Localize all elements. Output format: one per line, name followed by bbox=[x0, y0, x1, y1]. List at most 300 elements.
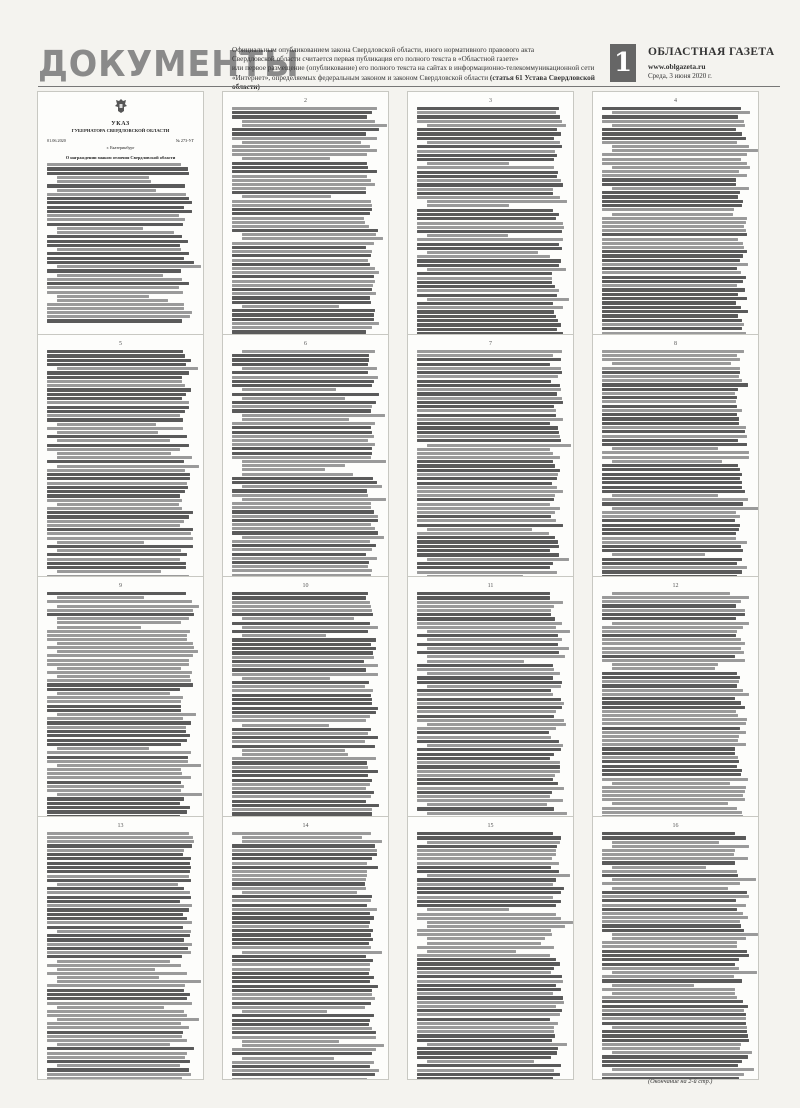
text-line bbox=[232, 405, 372, 408]
text-line bbox=[232, 1027, 372, 1030]
notice-bold: (статья 61 Устава Свердловской bbox=[489, 73, 595, 82]
text-line bbox=[232, 115, 367, 118]
text-line bbox=[417, 962, 560, 965]
text-line bbox=[232, 322, 379, 325]
text-line bbox=[602, 107, 741, 110]
text-line bbox=[232, 259, 368, 262]
text-line bbox=[57, 675, 190, 678]
text-line bbox=[417, 613, 551, 616]
text-line bbox=[232, 447, 372, 450]
text-line bbox=[602, 267, 737, 270]
text-line bbox=[232, 694, 371, 697]
text-line bbox=[417, 866, 551, 869]
text-line bbox=[417, 676, 553, 679]
text-line bbox=[242, 617, 354, 620]
text-line bbox=[602, 396, 737, 399]
text-line bbox=[602, 417, 739, 420]
text-line bbox=[232, 354, 369, 357]
text-line bbox=[232, 1002, 371, 1005]
text-line bbox=[47, 630, 190, 633]
text-line bbox=[417, 917, 561, 920]
text-line bbox=[242, 124, 387, 127]
text-line bbox=[602, 747, 735, 750]
text-line bbox=[417, 992, 553, 995]
text-line bbox=[427, 251, 538, 254]
text-line bbox=[57, 180, 151, 183]
text-line bbox=[47, 836, 193, 839]
text-line bbox=[57, 626, 141, 629]
header-divider bbox=[38, 86, 780, 87]
text-line bbox=[417, 715, 554, 718]
text-line bbox=[417, 626, 556, 629]
text-line bbox=[417, 878, 556, 881]
text-line bbox=[232, 766, 368, 769]
text-line bbox=[47, 427, 183, 430]
text-line bbox=[57, 227, 143, 230]
text-line bbox=[602, 1055, 748, 1058]
text-line bbox=[417, 209, 553, 212]
text-line bbox=[602, 1073, 744, 1076]
text-line bbox=[232, 280, 375, 283]
text-line bbox=[417, 507, 560, 510]
text-line bbox=[602, 739, 738, 742]
text-line bbox=[602, 301, 736, 304]
panel-text bbox=[47, 832, 194, 1080]
text-line bbox=[417, 799, 563, 802]
text-line bbox=[602, 904, 746, 907]
document-panel-3 bbox=[407, 91, 574, 355]
text-line bbox=[232, 393, 379, 396]
text-line bbox=[232, 908, 377, 911]
text-line bbox=[417, 929, 551, 932]
document-panel-2 bbox=[222, 91, 389, 355]
text-line bbox=[232, 929, 373, 932]
text-line bbox=[602, 807, 737, 810]
text-line bbox=[47, 646, 194, 649]
text-line bbox=[57, 930, 191, 933]
text-line bbox=[232, 651, 373, 654]
text-line bbox=[417, 264, 559, 267]
text-line bbox=[602, 979, 742, 982]
text-line bbox=[602, 170, 739, 173]
notice-line: Официальным опубликованием закона Свердловской области, иного нормативного правового акта bbox=[232, 46, 535, 54]
text-line bbox=[232, 292, 376, 295]
text-line bbox=[417, 179, 561, 182]
document-panel-6 bbox=[222, 334, 389, 598]
text-line bbox=[232, 791, 374, 794]
panel-text bbox=[417, 832, 564, 1080]
text-line bbox=[602, 481, 742, 484]
text-line bbox=[602, 524, 740, 527]
text-line bbox=[232, 435, 374, 438]
text-line bbox=[602, 388, 738, 391]
text-line bbox=[47, 908, 189, 911]
text-line bbox=[232, 643, 371, 646]
text-line bbox=[612, 622, 749, 625]
text-line bbox=[602, 314, 738, 317]
text-line bbox=[242, 350, 375, 353]
text-line bbox=[417, 900, 561, 903]
text-line bbox=[602, 409, 742, 412]
text-line bbox=[417, 511, 555, 514]
text-line bbox=[232, 229, 378, 232]
text-line bbox=[417, 698, 561, 701]
text-line bbox=[232, 170, 377, 173]
text-line bbox=[47, 638, 187, 641]
text-line bbox=[417, 315, 556, 318]
panel-text bbox=[232, 592, 379, 840]
text-line bbox=[232, 800, 366, 803]
text-line bbox=[602, 697, 735, 700]
text-line bbox=[602, 400, 736, 403]
text-line bbox=[232, 656, 374, 659]
text-line bbox=[242, 388, 336, 391]
text-line bbox=[232, 527, 375, 530]
text-line bbox=[602, 141, 737, 144]
text-line bbox=[232, 187, 366, 190]
text-line bbox=[47, 371, 189, 374]
text-line bbox=[47, 1060, 190, 1063]
text-line bbox=[602, 310, 748, 313]
text-line bbox=[602, 225, 744, 228]
text-line bbox=[602, 680, 739, 683]
text-line bbox=[602, 502, 743, 505]
text-line bbox=[47, 709, 181, 712]
text-line bbox=[242, 536, 384, 539]
text-line bbox=[427, 141, 560, 144]
text-line bbox=[242, 1057, 334, 1060]
text-line bbox=[417, 272, 552, 275]
text-line bbox=[602, 912, 743, 915]
text-line bbox=[612, 494, 718, 497]
text-line bbox=[47, 532, 191, 535]
text-line bbox=[602, 405, 737, 408]
text-line bbox=[232, 857, 372, 860]
text-line bbox=[232, 561, 369, 564]
text-line bbox=[232, 689, 373, 692]
text-line bbox=[427, 921, 573, 924]
text-line bbox=[417, 664, 553, 667]
text-line bbox=[232, 401, 376, 404]
text-line bbox=[57, 1064, 180, 1067]
text-line bbox=[602, 541, 747, 544]
text-line bbox=[242, 1010, 327, 1013]
text-line bbox=[417, 230, 562, 233]
text-line bbox=[602, 276, 746, 279]
text-line bbox=[417, 477, 557, 480]
text-line bbox=[47, 350, 183, 353]
text-line bbox=[47, 853, 183, 856]
text-line bbox=[47, 388, 191, 391]
text-line bbox=[47, 1031, 183, 1034]
text-line bbox=[57, 248, 181, 251]
text-line bbox=[242, 1044, 384, 1047]
text-line bbox=[232, 989, 372, 992]
text-line bbox=[602, 798, 745, 801]
text-line bbox=[47, 832, 189, 835]
text-line bbox=[417, 896, 553, 899]
panel-text bbox=[232, 107, 379, 355]
text-line bbox=[232, 968, 370, 971]
text-line bbox=[47, 751, 191, 754]
text-line bbox=[417, 596, 550, 599]
text-line bbox=[427, 124, 566, 127]
text-line bbox=[612, 887, 728, 890]
text-line bbox=[602, 752, 735, 755]
text-line bbox=[47, 252, 189, 255]
text-line bbox=[417, 281, 552, 284]
text-line bbox=[47, 609, 193, 612]
text-line bbox=[602, 626, 743, 629]
text-line bbox=[47, 934, 190, 937]
text-line bbox=[47, 1068, 189, 1071]
text-line bbox=[232, 175, 367, 178]
text-line bbox=[612, 802, 728, 805]
document-panel-12 bbox=[592, 576, 759, 840]
text-line bbox=[47, 844, 192, 847]
text-line bbox=[602, 545, 741, 548]
text-line bbox=[232, 673, 378, 676]
text-line bbox=[47, 1047, 194, 1050]
text-line bbox=[417, 605, 554, 608]
text-line bbox=[57, 439, 170, 442]
text-line bbox=[602, 293, 738, 296]
panel-text bbox=[602, 592, 749, 840]
text-line bbox=[602, 1060, 742, 1063]
text-line bbox=[232, 409, 371, 412]
text-line bbox=[417, 736, 551, 739]
text-line bbox=[232, 200, 371, 203]
text-line bbox=[427, 937, 545, 940]
decree-number: № 273-УГ bbox=[175, 138, 194, 143]
panel-text bbox=[417, 107, 564, 355]
text-line bbox=[602, 672, 737, 675]
text-line bbox=[57, 883, 178, 886]
text-line bbox=[57, 747, 149, 750]
text-line bbox=[417, 702, 564, 705]
text-line bbox=[47, 384, 185, 387]
text-line bbox=[232, 698, 372, 701]
text-line bbox=[602, 924, 741, 927]
text-line bbox=[47, 683, 193, 686]
panel-number: 3 bbox=[489, 98, 492, 104]
text-line bbox=[232, 878, 366, 881]
text-line bbox=[417, 392, 557, 395]
text-line bbox=[602, 714, 738, 717]
text-line bbox=[602, 769, 742, 772]
text-line bbox=[47, 696, 183, 699]
text-line bbox=[232, 212, 370, 215]
text-line bbox=[232, 225, 369, 228]
text-line bbox=[242, 305, 339, 308]
panel-text bbox=[47, 592, 194, 840]
text-line bbox=[232, 217, 364, 220]
text-line bbox=[612, 149, 758, 152]
text-line bbox=[602, 1047, 740, 1050]
text-line bbox=[417, 1069, 554, 1072]
text-line bbox=[57, 465, 199, 468]
text-line bbox=[47, 772, 182, 775]
text-line bbox=[47, 705, 181, 708]
text-line bbox=[242, 233, 376, 236]
text-line bbox=[427, 647, 569, 650]
text-line bbox=[602, 731, 746, 734]
text-line bbox=[417, 213, 559, 216]
text-line bbox=[602, 950, 747, 953]
text-line bbox=[417, 946, 554, 949]
text-line bbox=[232, 904, 367, 907]
text-line bbox=[232, 955, 366, 958]
text-line bbox=[417, 933, 552, 936]
panel-number: 12 bbox=[672, 583, 679, 589]
text-line bbox=[47, 921, 192, 924]
text-line bbox=[417, 870, 559, 873]
text-line bbox=[612, 667, 715, 670]
text-line bbox=[602, 929, 744, 932]
text-line bbox=[417, 634, 558, 637]
text-line bbox=[232, 993, 372, 996]
text-line bbox=[417, 651, 559, 654]
text-line bbox=[232, 980, 370, 983]
text-line bbox=[232, 711, 376, 714]
text-line bbox=[602, 655, 735, 658]
text-line bbox=[602, 891, 747, 894]
decree-city: г. Екатеринбург bbox=[106, 145, 135, 150]
text-line bbox=[612, 362, 731, 365]
text-line bbox=[417, 883, 553, 886]
text-line bbox=[232, 844, 375, 847]
text-line bbox=[47, 797, 184, 800]
document-panel-1 bbox=[37, 91, 204, 355]
text-line bbox=[417, 439, 561, 442]
panel-number: 10 bbox=[302, 583, 309, 589]
text-line bbox=[232, 376, 378, 379]
paper-url[interactable]: www.oblgazeta.ru bbox=[648, 62, 706, 71]
text-line bbox=[57, 176, 149, 179]
text-line bbox=[417, 753, 554, 756]
text-line bbox=[47, 499, 182, 502]
text-line bbox=[417, 469, 560, 472]
text-line bbox=[47, 257, 184, 260]
text-line bbox=[47, 1073, 191, 1076]
text-line bbox=[232, 489, 367, 492]
text-line bbox=[602, 367, 740, 370]
text-line bbox=[232, 208, 372, 211]
text-line bbox=[602, 722, 746, 725]
panel-number: 2 bbox=[304, 98, 307, 104]
text-line bbox=[57, 1018, 199, 1021]
text-line bbox=[427, 950, 516, 953]
text-line bbox=[232, 804, 379, 807]
text-line bbox=[417, 562, 553, 565]
text-line bbox=[242, 460, 386, 463]
text-line bbox=[47, 887, 184, 890]
text-line bbox=[47, 739, 187, 742]
text-line bbox=[232, 183, 375, 186]
text-line bbox=[47, 319, 182, 322]
panel-number: 13 bbox=[117, 823, 124, 829]
text-line bbox=[232, 685, 365, 688]
text-line bbox=[232, 795, 371, 798]
text-line bbox=[47, 393, 186, 396]
text-line bbox=[612, 782, 730, 785]
text-line bbox=[417, 862, 559, 865]
text-line bbox=[47, 943, 192, 946]
document-panel-15 bbox=[407, 816, 574, 1080]
text-line bbox=[57, 265, 201, 268]
text-line bbox=[232, 166, 368, 169]
text-line bbox=[602, 630, 737, 633]
text-line bbox=[602, 701, 741, 704]
text-line bbox=[232, 770, 378, 773]
text-line bbox=[417, 553, 559, 556]
text-line bbox=[232, 942, 369, 945]
text-line bbox=[57, 189, 156, 192]
text-line bbox=[417, 524, 563, 527]
text-line bbox=[232, 456, 371, 459]
text-line bbox=[232, 1006, 365, 1009]
panel-number: 11 bbox=[487, 583, 494, 589]
text-line bbox=[47, 261, 194, 264]
text-line bbox=[47, 1026, 189, 1029]
text-line bbox=[417, 967, 554, 970]
text-line bbox=[602, 765, 737, 768]
text-line bbox=[417, 375, 558, 378]
text-line bbox=[232, 179, 371, 182]
text-line bbox=[417, 1030, 554, 1033]
text-line bbox=[602, 1039, 749, 1042]
text-line bbox=[612, 124, 745, 127]
text-line bbox=[47, 947, 188, 950]
text-line bbox=[232, 422, 375, 425]
text-line bbox=[47, 634, 187, 637]
text-line bbox=[47, 307, 184, 310]
text-line bbox=[57, 980, 201, 983]
text-line bbox=[232, 853, 377, 856]
text-line bbox=[47, 359, 191, 362]
text-line bbox=[417, 622, 562, 625]
text-line bbox=[47, 218, 185, 221]
text-line bbox=[232, 740, 365, 743]
text-line bbox=[232, 426, 371, 429]
text-line bbox=[602, 1030, 747, 1033]
text-line bbox=[47, 849, 184, 852]
text-line bbox=[47, 870, 190, 873]
text-line bbox=[57, 621, 181, 624]
text-line bbox=[47, 984, 185, 987]
text-line bbox=[232, 1019, 370, 1022]
text-line bbox=[602, 498, 748, 501]
text-line bbox=[427, 162, 509, 165]
text-line bbox=[47, 380, 182, 383]
text-line bbox=[602, 297, 747, 300]
text-line bbox=[602, 566, 747, 569]
text-line bbox=[232, 715, 370, 718]
text-line bbox=[47, 896, 191, 899]
text-line bbox=[47, 866, 191, 869]
text-line bbox=[47, 511, 193, 514]
text-line bbox=[602, 849, 735, 852]
text-line bbox=[47, 857, 191, 860]
page-number-badge: 1 bbox=[610, 44, 636, 82]
document-panel-5 bbox=[37, 334, 204, 598]
text-line bbox=[232, 531, 378, 534]
text-line bbox=[612, 111, 750, 114]
text-line bbox=[417, 761, 560, 764]
text-line bbox=[602, 832, 735, 835]
text-line bbox=[417, 795, 550, 798]
document-panel-14 bbox=[222, 816, 389, 1080]
